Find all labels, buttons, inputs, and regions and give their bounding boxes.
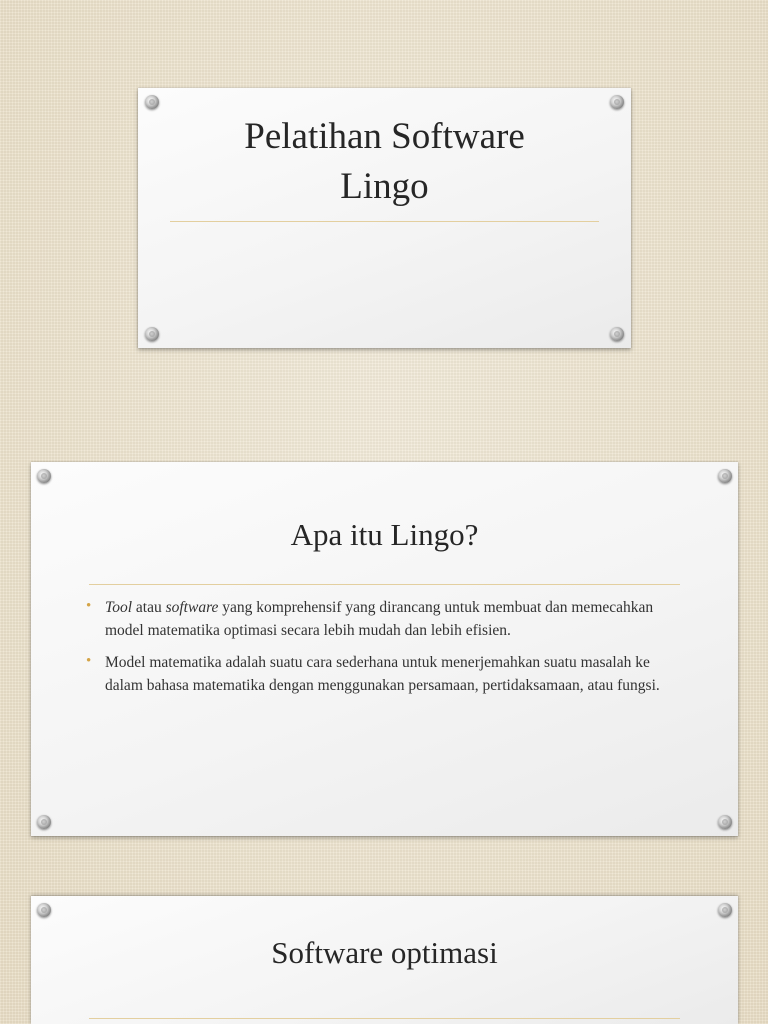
- bullet-list: [86, 596, 688, 706]
- slide-2: [31, 462, 738, 836]
- title-divider: [89, 1018, 680, 1019]
- rivet-icon: [718, 815, 732, 829]
- bullet-icon: •: [86, 653, 92, 669]
- slide-1: [138, 88, 631, 348]
- slide-title: Pelatihan Software Lingo: [244, 116, 525, 207]
- list-item: • Model matematika adalah suatu cara sederhana untuk menerjemahkan suatu masalah ke dalam bahasa matematika dengan menggunakan persamaan, pertidaksamaan, atau fungsi.: [86, 651, 688, 697]
- rivet-icon: [37, 815, 51, 829]
- slide-title: Apa itu Lingo?: [290, 517, 479, 552]
- rivet-icon: [610, 95, 624, 109]
- title-divider: [170, 221, 599, 222]
- title-divider: [89, 584, 680, 585]
- slide-title: Software optimasi: [271, 935, 498, 970]
- rivet-icon: [610, 327, 624, 341]
- slide-3: [31, 896, 738, 1024]
- rivet-icon: [37, 903, 51, 917]
- list-item: • Tool atau software yang komprehensif yang dirancang untuk membuat dan memecahkan model matematika optimasi secara lebih mudah dan lebih efisien.: [86, 596, 688, 642]
- rivet-icon: [145, 95, 159, 109]
- rivet-icon: [37, 469, 51, 483]
- rivet-icon: [145, 327, 159, 341]
- bullet-icon: •: [86, 598, 92, 614]
- rivet-icon: [718, 469, 732, 483]
- rivet-icon: [718, 903, 732, 917]
